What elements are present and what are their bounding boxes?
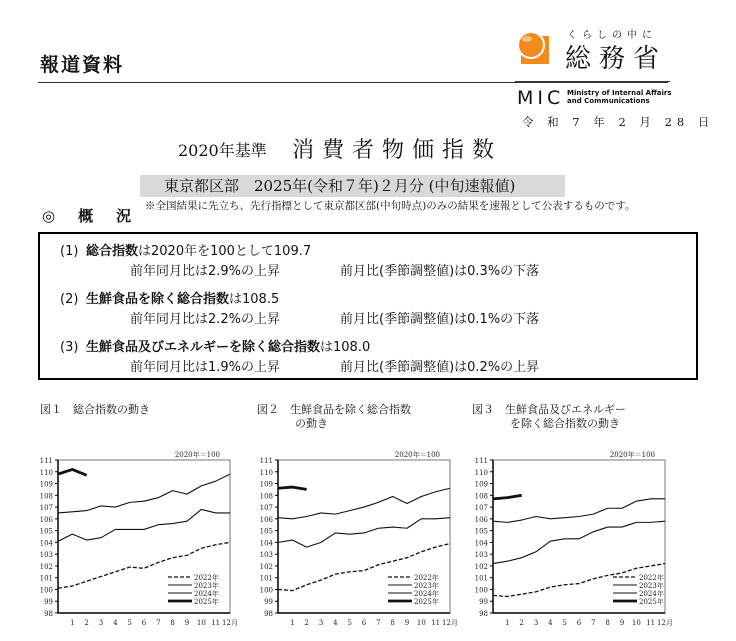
svg-text:2023年: 2023年 [414,582,439,590]
svg-text:6: 6 [576,619,582,627]
svg-text:108: 108 [39,492,53,501]
svg-text:3: 3 [533,619,539,627]
item-number: (2) [60,292,79,307]
svg-text:110: 110 [474,468,488,477]
svg-text:109: 109 [474,480,488,489]
svg-text:102: 102 [474,562,488,571]
item-rest: は108.0 [320,340,371,355]
svg-text:110: 110 [259,468,273,477]
mom-text: 前月比(季節調整値)は0.2%の上昇 [340,360,540,375]
svg-text:2025年: 2025年 [414,598,439,606]
svg-text:6: 6 [141,619,147,627]
svg-text:4: 4 [113,619,118,627]
ministry-english-line1: Ministry of Internal Affairs [567,89,672,97]
ministry-name: 総務省 [565,44,668,74]
svg-text:105: 105 [259,527,273,536]
svg-text:108: 108 [474,492,488,501]
svg-text:7: 7 [591,619,596,627]
svg-text:2023年: 2023年 [639,582,664,590]
mic-logo-icon [517,30,549,64]
svg-text:11: 11 [646,619,656,627]
svg-text:1: 1 [290,619,295,627]
svg-text:5: 5 [127,619,132,627]
overview-item-3-detail [130,356,539,375]
release-note: ※全国結果に先立ち、先行指標として東京都区部(中旬時点)のみの結果を速報として公表するものです。 [145,200,636,212]
svg-text:2020年＝100: 2020年＝100 [174,451,220,459]
item-bold: 生鮮食品及びエネルギーを除く総合指数 [86,340,321,355]
item-number: (1) [60,244,79,259]
logo-tagline: くらしの中に [567,30,657,41]
figure-3-chart [465,445,685,641]
ministry-english [567,89,672,105]
overview-item-2 [60,288,279,307]
svg-text:2: 2 [519,619,524,627]
line-chart [250,445,470,637]
svg-text:105: 105 [39,527,53,536]
overview-item-2-detail [130,308,539,327]
svg-text:11: 11 [211,619,221,627]
svg-text:2023年: 2023年 [194,582,219,590]
svg-text:2022年: 2022年 [414,574,439,582]
yoy-text: 前年同月比は1.9%の上昇 [130,360,281,375]
line-chart [30,445,250,637]
figure-3-caption [472,403,626,431]
svg-text:106: 106 [39,515,53,524]
svg-text:2: 2 [84,619,89,627]
item-bold: 生鮮食品を除く総合指数 [86,292,230,307]
overview-box [38,232,698,380]
svg-text:100: 100 [474,586,488,595]
svg-text:111: 111 [474,457,488,465]
press-release-label: 報道資料 [40,54,125,76]
svg-text:2020年＝100: 2020年＝100 [609,451,655,459]
svg-text:8: 8 [390,619,395,627]
ministry-english-line2: and Communications [567,97,650,105]
overview-item-1-detail [130,260,539,279]
svg-text:102: 102 [39,562,53,571]
svg-text:109: 109 [259,480,273,489]
header-divider [38,82,668,83]
figure-caption-line2: の動き [295,417,328,430]
svg-text:100: 100 [259,586,273,595]
svg-text:111: 111 [259,457,273,465]
page-title: 消費者物価指数 [292,138,503,163]
figure-label: 図１ [40,403,62,416]
figure-caption-line2: を除く総合指数の動き [510,417,620,430]
svg-text:10: 10 [416,619,426,627]
svg-text:6: 6 [361,619,367,627]
item-rest: は2020年を100として109.7 [138,244,312,259]
svg-text:8: 8 [605,619,610,627]
title-prefix: 2020年基準 [178,141,267,160]
mic-abbr: MIC [517,87,565,109]
figure-caption-line1: 生鮮食品及びエネルギー [505,403,626,416]
svg-text:2025年: 2025年 [194,598,219,606]
svg-text:105: 105 [474,527,488,536]
svg-text:106: 106 [259,515,273,524]
svg-text:2022年: 2022年 [639,574,664,582]
figure-1-chart [30,445,250,641]
item-bold: 総合指数 [86,244,139,259]
svg-text:110: 110 [39,468,53,477]
figure-2-chart [250,445,470,641]
svg-text:104: 104 [474,539,488,548]
svg-text:99: 99 [264,598,273,607]
svg-text:107: 107 [474,504,488,513]
svg-text:9: 9 [404,619,410,627]
figure-1-caption [40,403,150,417]
svg-text:11: 11 [431,619,441,627]
svg-text:111: 111 [39,457,53,465]
svg-text:108: 108 [259,492,273,501]
svg-text:109: 109 [39,480,53,489]
svg-text:104: 104 [39,539,53,548]
svg-text:98: 98 [479,610,488,618]
svg-text:7: 7 [376,619,381,627]
svg-text:8: 8 [170,619,175,627]
item-rest: は108.5 [229,292,280,307]
svg-text:4: 4 [333,619,338,627]
svg-text:5: 5 [562,619,567,627]
figure-label: 図２ [257,403,279,416]
svg-text:2022年: 2022年 [194,574,219,582]
svg-text:3: 3 [98,619,104,627]
svg-text:7: 7 [156,619,161,627]
svg-text:1: 1 [70,619,75,627]
svg-text:9: 9 [184,619,190,627]
logo-divider [515,81,670,82]
svg-text:12月: 12月 [222,619,238,627]
overview-heading: ◎ 概 況 [42,207,136,225]
svg-text:10: 10 [196,619,206,627]
svg-text:101: 101 [474,574,488,583]
svg-text:103: 103 [259,551,273,560]
svg-text:101: 101 [39,574,53,583]
svg-text:4: 4 [548,619,553,627]
svg-text:98: 98 [44,610,53,618]
svg-text:2025年: 2025年 [639,598,664,606]
svg-text:2024年: 2024年 [414,590,439,598]
svg-text:1: 1 [505,619,510,627]
figure-caption-line1: 総合指数の動き [73,403,150,416]
svg-text:101: 101 [259,574,273,583]
svg-text:102: 102 [259,562,273,571]
mom-text: 前月比(季節調整値)は0.1%の下落 [340,312,540,327]
svg-text:5: 5 [347,619,352,627]
svg-text:99: 99 [479,598,488,607]
svg-text:2024年: 2024年 [194,590,219,598]
figure-caption-line1: 生鮮食品を除く総合指数 [290,403,411,416]
release-date: 令 和 7 年 2 月 28 日 [522,115,715,129]
yoy-text: 前年同月比は2.2%の上昇 [130,312,281,327]
svg-text:9: 9 [619,619,625,627]
svg-text:103: 103 [39,551,53,560]
svg-text:3: 3 [318,619,324,627]
svg-text:106: 106 [474,515,488,524]
line-chart [465,445,685,637]
svg-text:98: 98 [264,610,273,618]
svg-text:103: 103 [474,551,488,560]
svg-text:12月: 12月 [442,619,458,627]
svg-text:100: 100 [39,586,53,595]
svg-text:99: 99 [44,598,53,607]
figure-2-caption [257,403,411,431]
yoy-text: 前年同月比は2.9%の上昇 [130,264,281,279]
figure-label: 図３ [472,403,494,416]
svg-text:2024年: 2024年 [639,590,664,598]
svg-text:104: 104 [259,539,273,548]
item-number: (3) [60,340,79,355]
subtitle-banner: 東京都区部 2025年(令和７年)２月分 (中旬速報値) [140,175,565,197]
svg-text:2: 2 [304,619,309,627]
mom-text: 前月比(季節調整値)は0.3%の下落 [340,264,540,279]
svg-text:2020年＝100: 2020年＝100 [394,451,440,459]
overview-item-1 [60,240,311,259]
svg-text:12月: 12月 [657,619,673,627]
svg-text:107: 107 [39,504,53,513]
svg-text:10: 10 [631,619,641,627]
overview-item-3 [60,336,370,355]
svg-text:107: 107 [259,504,273,513]
